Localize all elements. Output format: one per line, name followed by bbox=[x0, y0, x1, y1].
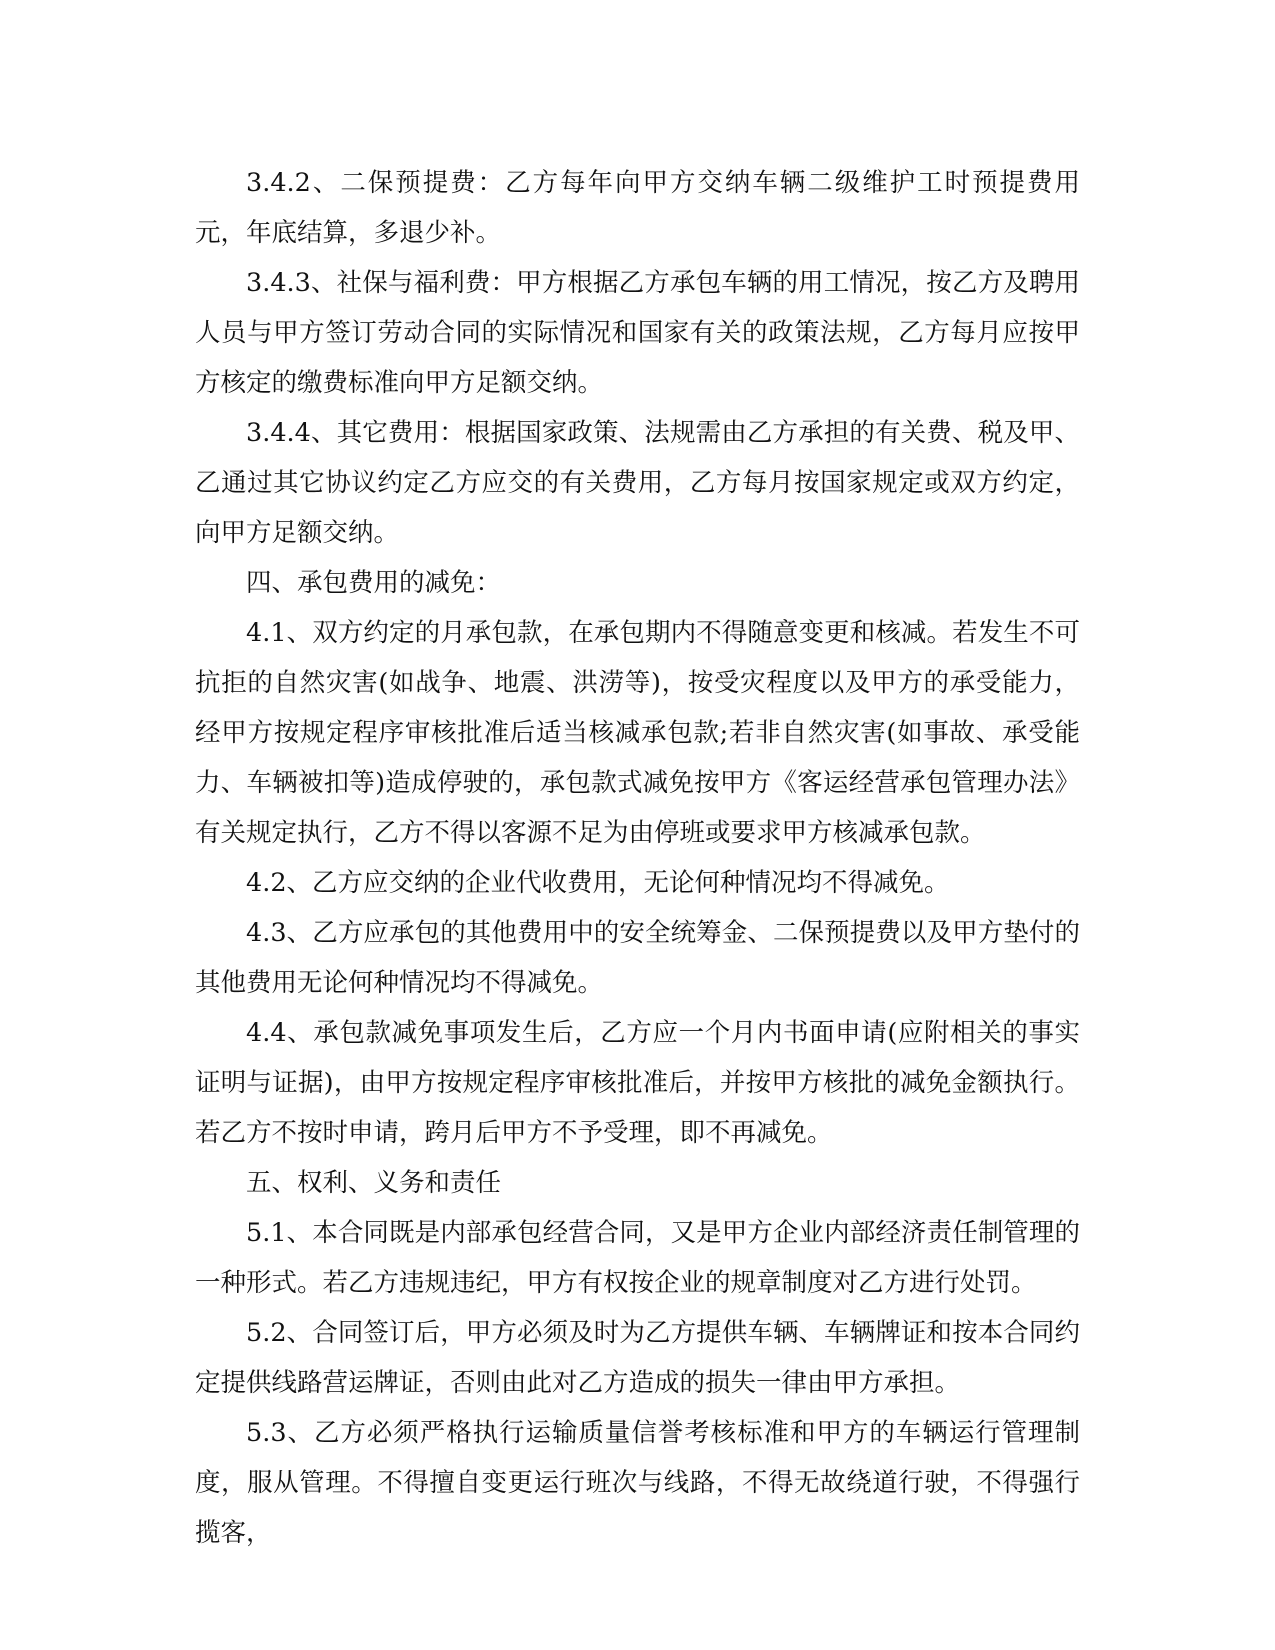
paragraph-4-4: 4.4、承包款减免事项发生后，乙方应一个月内书面申请(应附相关的事实证明与证据)，由甲方按规定程序审核批准后，并按甲方核批的减免金额执行。若乙方不按时申请，跨月后甲方不予受理，即不再减免。 bbox=[195, 1018, 1080, 1148]
paragraph-3-4-2: 3.4.2、二保预提费：乙方每年向甲方交纳车辆二级维护工时预提费用 元，年底结算，多退少补。 bbox=[195, 168, 1080, 248]
paragraph-5-3: 5.3、乙方必须严格执行运输质量信誉考核标准和甲方的车辆运行管理制度，服从管理。不得擅自变更运行班次与线路，不得无故绕道行驶，不得强行揽客， bbox=[195, 1418, 1080, 1548]
section-heading-5: 五、权利、义务和责任 bbox=[246, 1168, 502, 1198]
paragraph-5-1: 5.1、本合同既是内部承包经营合同，又是甲方企业内部经济责任制管理的一种形式。若乙方违规违纪，甲方有权按企业的规章制度对乙方进行处罚。 bbox=[195, 1218, 1080, 1298]
paragraph-4-2: 4.2、乙方应交纳的企业代收费用，无论何种情况均不得减免。 bbox=[246, 868, 950, 898]
paragraph-4-3: 4.3、乙方应承包的其他费用中的安全统筹金、二保预提费以及甲方垫付的其他费用无论何种情况均不得减免。 bbox=[195, 918, 1080, 998]
paragraph-3-4-4: 3.4.4、其它费用：根据国家政策、法规需由乙方承担的有关费、税及甲、乙通过其它协议约定乙方应交的有关费用，乙方每月按国家规定或双方约定，向甲方足额交纳。 bbox=[195, 418, 1080, 548]
paragraph-4-1: 4.1、双方约定的月承包款，在承包期内不得随意变更和核减。若发生不可抗拒的自然灾害(如战争、地震、洪涝等)，按受灾程度以及甲方的承受能力，经甲方按规定程序审核批准后适当核减承包款;若非自然灾害(如事故、承受能力、车辆被扣等)造成停驶的，承包款式减免按甲方《客运经营承包管理办法》有关规定执行，乙方不得以客源不足为由停班或要求甲方核减承包款。 bbox=[195, 618, 1080, 848]
document-body bbox=[195, 158, 1080, 1558]
paragraph-5-2: 5.2、合同签订后，甲方必须及时为乙方提供车辆、车辆牌证和按本合同约定提供线路营运牌证，否则由此对乙方造成的损失一律由甲方承担。 bbox=[195, 1318, 1080, 1398]
paragraph-3-4-3: 3.4.3、社保与福利费：甲方根据乙方承包车辆的用工情况，按乙方及聘用人员与甲方签订劳动合同的实际情况和国家有关的政策法规，乙方每月应按甲方核定的缴费标准向甲方足额交纳。 bbox=[195, 268, 1080, 398]
section-heading-4: 四、承包费用的减免： bbox=[246, 568, 502, 598]
